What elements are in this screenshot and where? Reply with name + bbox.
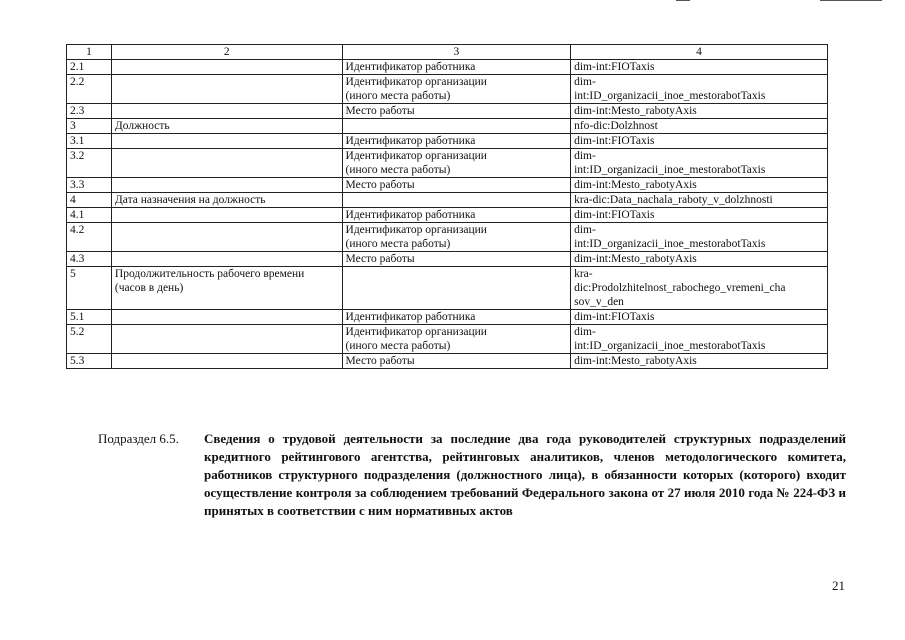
- table-row: [67, 119, 828, 134]
- row-name: [111, 75, 342, 104]
- table-row: [67, 134, 828, 149]
- header-cell: 2: [111, 45, 342, 60]
- row-number: 5.1: [67, 310, 112, 325]
- attribute-table: [66, 44, 828, 369]
- row-code: dim-int:FIOTaxis: [571, 60, 828, 75]
- header-cell: 3: [342, 45, 571, 60]
- row-code: dim-int:Mesto_rabotyAxis: [571, 104, 828, 119]
- row-number: 3: [67, 119, 112, 134]
- row-name: Продолжительность рабочего времени (часов в день): [111, 267, 342, 310]
- scan-artifact-line: [676, 0, 690, 1]
- row-number: 4.2: [67, 223, 112, 252]
- row-number: 2.2: [67, 75, 112, 104]
- subsection-number: Подраздел 6.5.: [98, 431, 179, 446]
- table-header-row: [67, 45, 828, 60]
- row-number: 2.1: [67, 60, 112, 75]
- row-role: [342, 267, 571, 310]
- row-role: Идентификатор организации (иного места работы): [342, 149, 571, 178]
- row-name: [111, 178, 342, 193]
- row-code: dim- int:ID_organizacii_inoe_mestorabotTaxis: [571, 149, 828, 178]
- row-role: [342, 193, 571, 208]
- table-row: [67, 75, 828, 104]
- row-number: 5: [67, 267, 112, 310]
- row-number: 4: [67, 193, 112, 208]
- row-role: Идентификатор организации (иного места работы): [342, 223, 571, 252]
- row-name: [111, 310, 342, 325]
- scan-artifact-line: [820, 0, 882, 1]
- table-row: [67, 60, 828, 75]
- row-number: 3.3: [67, 178, 112, 193]
- row-name: [111, 252, 342, 267]
- table-row: [67, 149, 828, 178]
- row-number: 3.2: [67, 149, 112, 178]
- row-name: [111, 60, 342, 75]
- row-name: [111, 208, 342, 223]
- row-code: kra-dic:Data_nachala_raboty_v_dolzhnosti: [571, 193, 828, 208]
- row-name: Должность: [111, 119, 342, 134]
- row-role: Идентификатор работника: [342, 208, 571, 223]
- row-code: dim-int:Mesto_rabotyAxis: [571, 178, 828, 193]
- row-role: Место работы: [342, 354, 571, 369]
- row-code: dim-int:FIOTaxis: [571, 134, 828, 149]
- row-code: dim- int:ID_organizacii_inoe_mestorabotTaxis: [571, 325, 828, 354]
- page-number: 21: [832, 578, 845, 593]
- row-name: [111, 104, 342, 119]
- header-cell: 1: [67, 45, 112, 60]
- row-name: [111, 354, 342, 369]
- table-row: [67, 325, 828, 354]
- row-name: Дата назначения на должность: [111, 193, 342, 208]
- row-number: 4.1: [67, 208, 112, 223]
- row-role: Место работы: [342, 252, 571, 267]
- row-number: 2.3: [67, 104, 112, 119]
- row-role: Идентификатор организации (иного места работы): [342, 75, 571, 104]
- table-row: [67, 310, 828, 325]
- table-row: [67, 104, 828, 119]
- row-role: Место работы: [342, 178, 571, 193]
- table-row: [67, 223, 828, 252]
- row-name: [111, 325, 342, 354]
- row-code: dim- int:ID_organizacii_inoe_mestorabotTaxis: [571, 223, 828, 252]
- table-row: [67, 354, 828, 369]
- row-code: dim- int:ID_organizacii_inoe_mestorabotTaxis: [571, 75, 828, 104]
- table-row: [67, 178, 828, 193]
- table-row: [67, 193, 828, 208]
- subsection-title: Сведения о трудовой деятельности за последние два года руководителей структурных подразделений кредитного рейтингового агентства, рейтинговых аналитиков, членов методологического комитета, работников структурного подразделения (должностного лица), в обязанности которых (которого) входит осуществление контроля за соблюдением требований Федерального закона от 27 июля 2010 года № 224-ФЗ и принятых в соответствии с ним нормативных актов: [204, 431, 846, 518]
- row-code: dim-int:Mesto_rabotyAxis: [571, 354, 828, 369]
- row-number: 5.2: [67, 325, 112, 354]
- row-code: dim-int:FIOTaxis: [571, 310, 828, 325]
- row-code: dim-int:FIOTaxis: [571, 208, 828, 223]
- row-name: [111, 223, 342, 252]
- row-number: 5.3: [67, 354, 112, 369]
- row-role: Идентификатор работника: [342, 60, 571, 75]
- row-number: 4.3: [67, 252, 112, 267]
- row-name: [111, 149, 342, 178]
- row-role: Идентификатор организации (иного места работы): [342, 325, 571, 354]
- row-role: Место работы: [342, 104, 571, 119]
- row-code: kra- dic:Prodolzhitelnost_rabochego_vremeni_cha sov_v_den: [571, 267, 828, 310]
- header-cell: 4: [571, 45, 828, 60]
- row-name: [111, 134, 342, 149]
- row-role: Идентификатор работника: [342, 134, 571, 149]
- row-number: 3.1: [67, 134, 112, 149]
- row-role: [342, 119, 571, 134]
- row-code: dim-int:Mesto_rabotyAxis: [571, 252, 828, 267]
- table-row: [67, 208, 828, 223]
- row-role: Идентификатор работника: [342, 310, 571, 325]
- table-row: [67, 267, 828, 310]
- table-row: [67, 252, 828, 267]
- row-code: nfo-dic:Dolzhnost: [571, 119, 828, 134]
